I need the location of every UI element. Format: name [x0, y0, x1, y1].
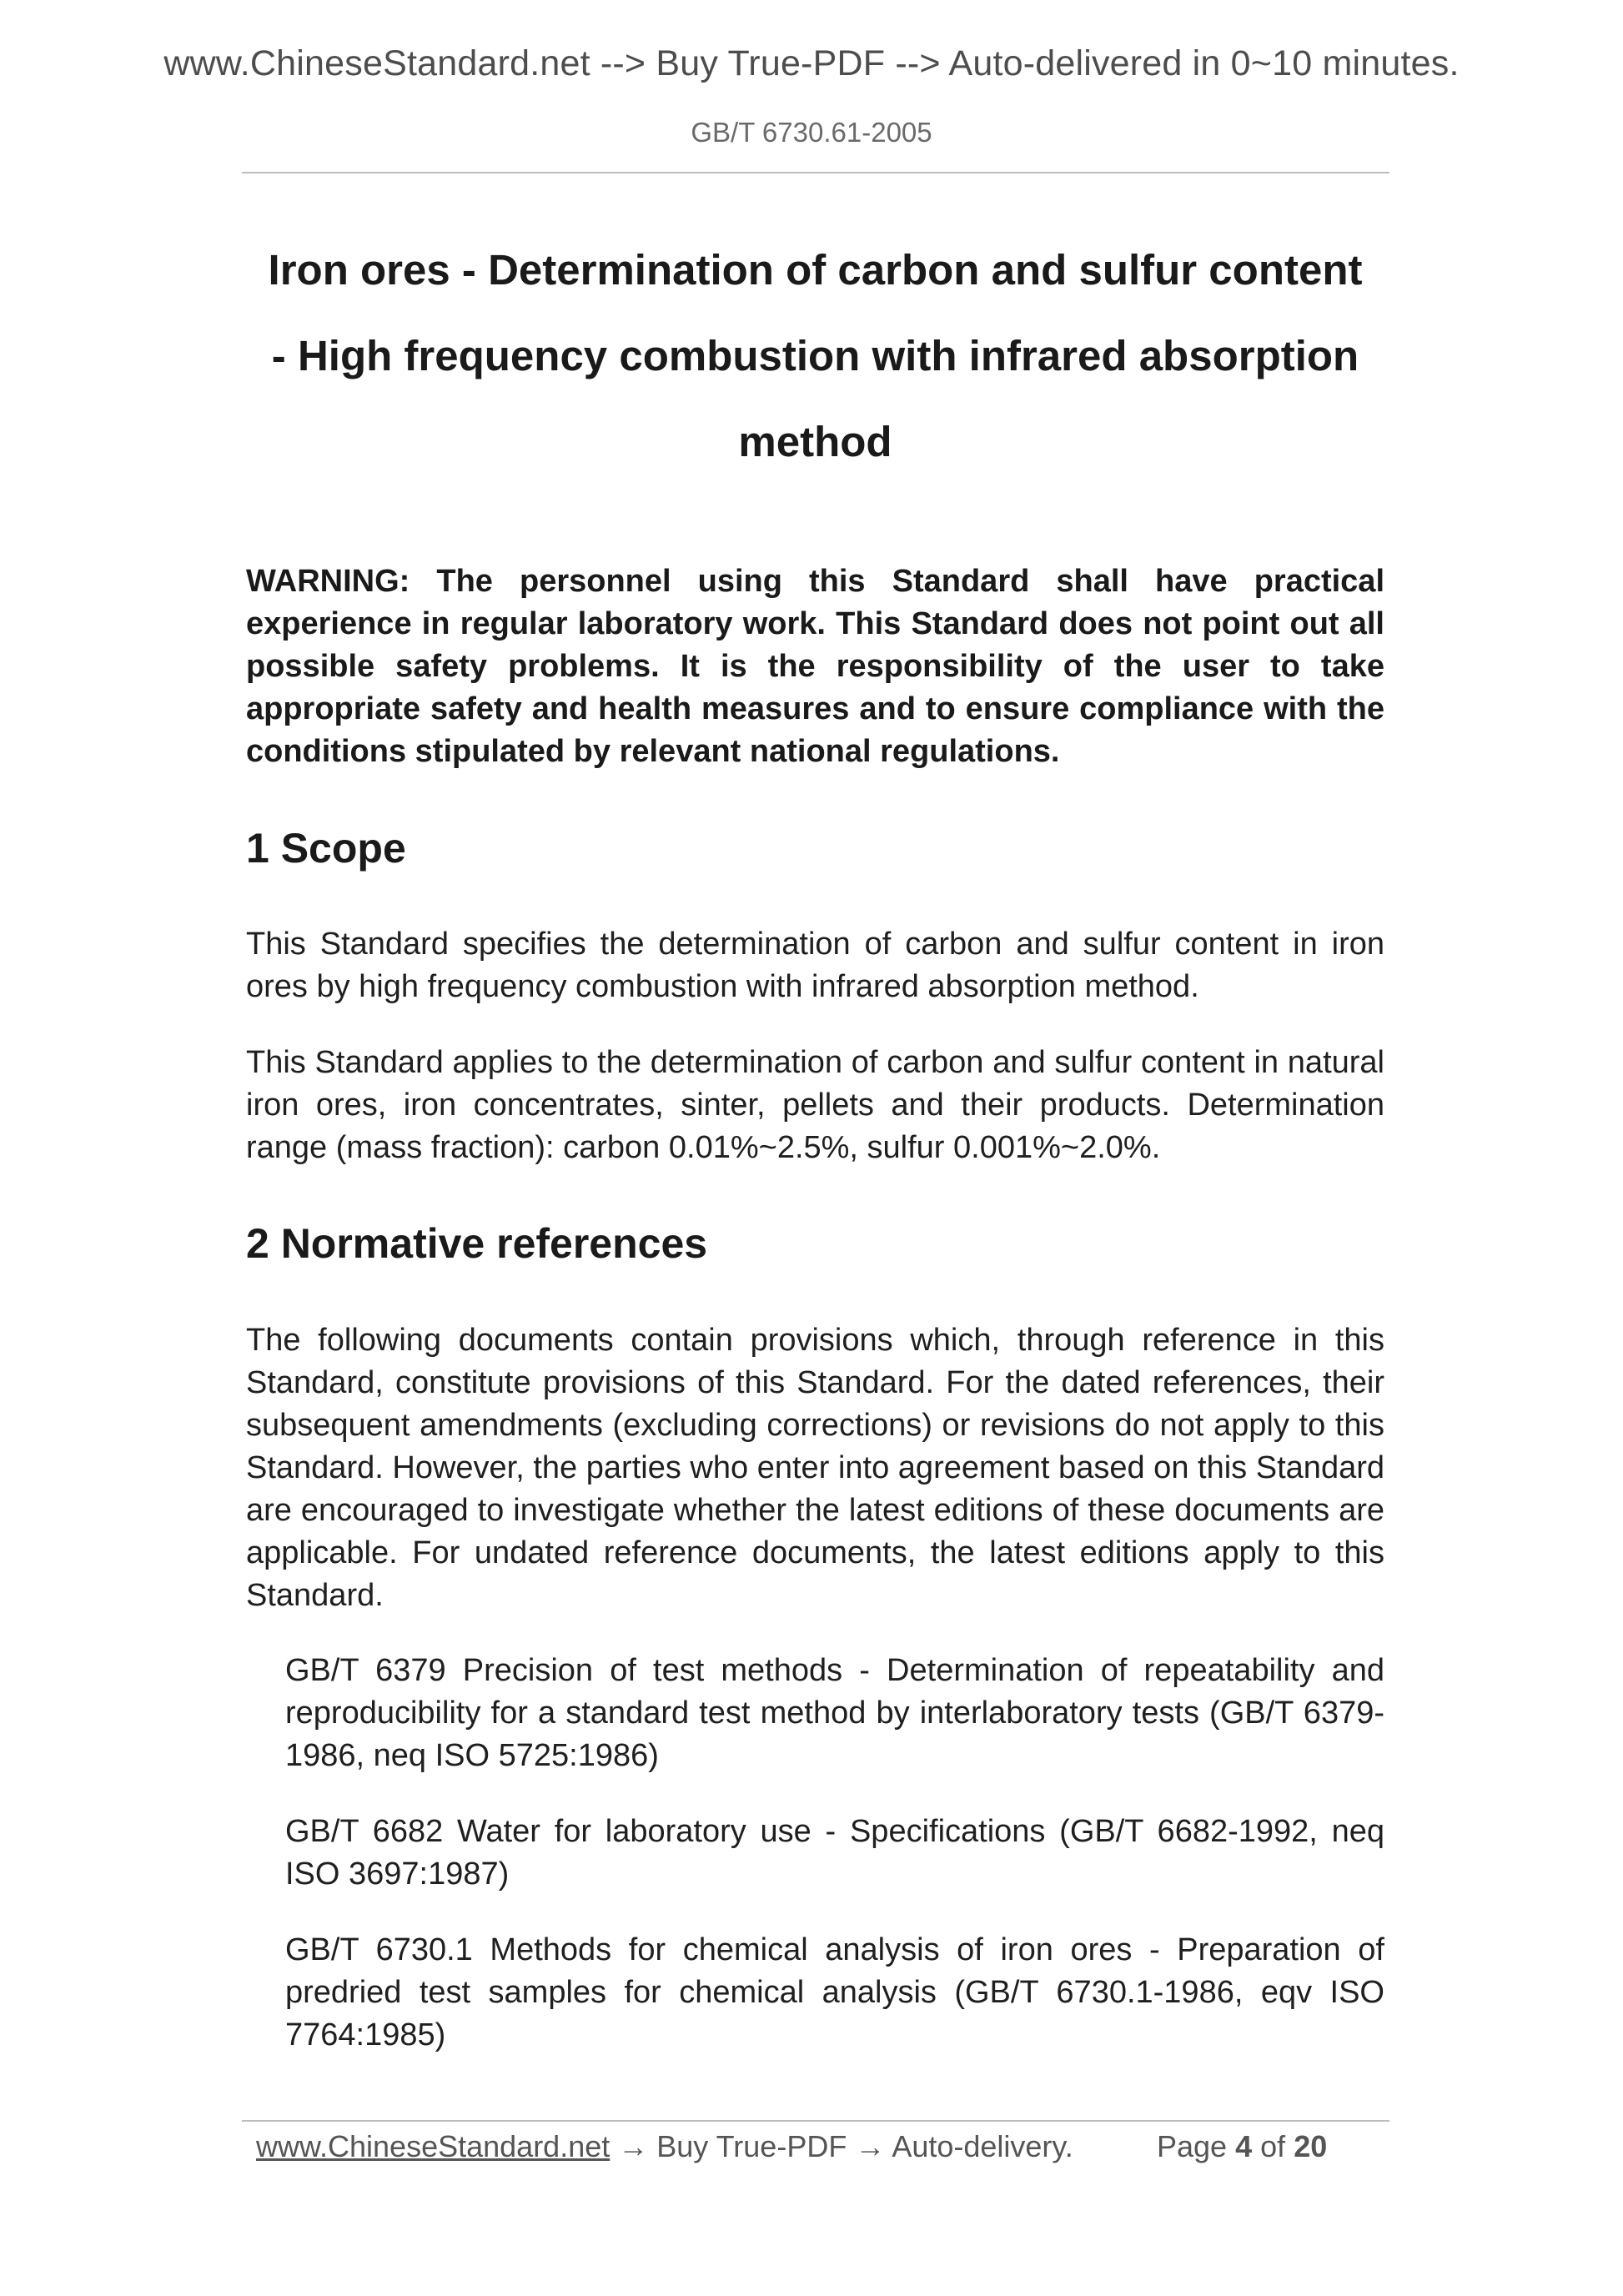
section-heading-normative-references: 2 Normative references: [246, 1220, 708, 1267]
of-label: of: [1260, 2129, 1286, 2163]
top-banner: www.ChineseStandard.net --> Buy True-PDF --> Auto-delivered in 0~10 minutes.: [163, 43, 1460, 83]
scope-paragraph-1: This Standard specifies the determination of carbon and sulfur content in iron ores by high frequency combustion with infrared absorption method.: [246, 927, 1384, 1004]
document-title: [246, 227, 1384, 485]
footer-link[interactable]: www.ChineseStandard.net: [256, 2129, 611, 2163]
page-footer: [256, 2125, 1374, 2168]
reference-item: GB/T 6682 Water for laboratory use - Specifications (GB/T 6682-1992, neq ISO 3697:1987): [285, 1814, 1384, 1892]
page-label: Page: [1157, 2129, 1228, 2163]
reference-list: [285, 1650, 1384, 2090]
section-heading-scope: 1 Scope: [246, 825, 406, 872]
reference-item: GB/T 6730.1 Methods for chemical analysis of iron ores - Preparation of predried test samples for chemical analysis (GB/T 6730.1-1986, eqv ISO 7764:1985): [285, 1932, 1384, 2052]
standard-code: GB/T 6730.61-2005: [691, 117, 932, 148]
page-indicator: [1157, 2125, 1374, 2168]
reference-item: GB/T 6379 Precision of test methods - Determination of repeatability and reproducibility for a standard test method by interlaboratory tests (GB/T 6379-1986, neq ISO 5725:1986): [285, 1653, 1384, 1773]
title-line-1: Iron ores - Determination of carbon and sulfur content: [268, 246, 1363, 294]
total-pages: 20: [1294, 2129, 1328, 2163]
warning-paragraph: WARNING: The personnel using this Standard shall have practical experience in regular laboratory work. This Standard does not point out all possible safety problems. It is the responsibility of the user to take appropriate safety and health measures and to ensure compliance with the conditions stipulated by relevant national regulations.: [246, 564, 1384, 769]
title-line-3: method: [738, 418, 892, 465]
title-line-2: - High frequency combustion with infrared absorption: [271, 332, 1359, 379]
footer-divider: [242, 2120, 1389, 2122]
normative-references-paragraph: The following documents contain provisions which, through reference in this Standard, constitute provisions of this Standard. For the dated references, their subsequent amendments (excluding corrections) or revisions do not apply to this Standard. However, the parties who enter into agreement based on this Standard are encouraged to investigate whether the latest editions of these documents are applicable. For undated reference documents, the latest editions apply to this Standard.: [246, 1323, 1384, 1613]
page-number: 4: [1235, 2129, 1253, 2163]
header-divider: [242, 172, 1389, 173]
footer-link-suffix: → Buy True-PDF → Auto-delivery.: [610, 2129, 1073, 2163]
footer-left: [256, 2125, 1073, 2168]
scope-paragraph-2: This Standard applies to the determination of carbon and sulfur content in natural iron ores, iron concentrates, sinter, pellets and their products. Determination range (mass fraction): carbon 0.01%~2.5%, sulfur 0.001%~2.0%.: [246, 1045, 1384, 1165]
